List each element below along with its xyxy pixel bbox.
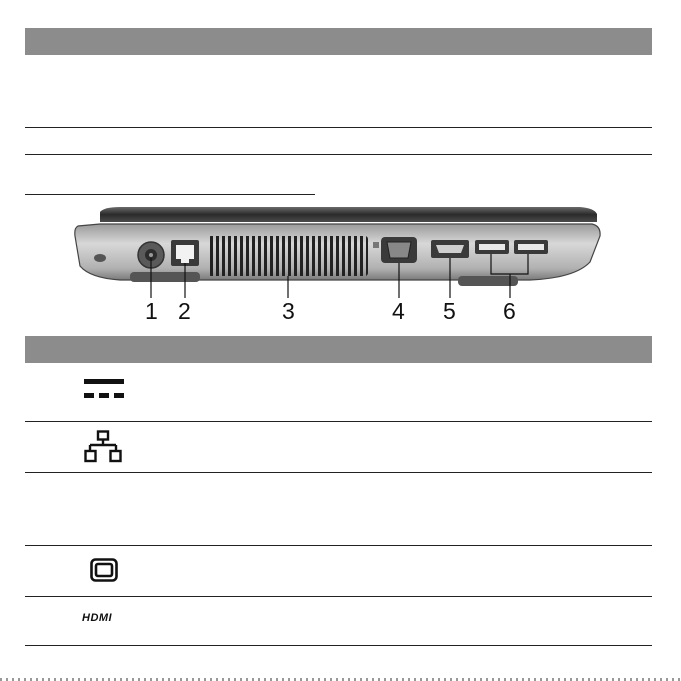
- ports-table-rule: [25, 545, 652, 546]
- callout-number: 4: [392, 298, 405, 324]
- svg-text:HDMI: HDMI: [82, 612, 113, 623]
- display-port-icon: [90, 558, 118, 582]
- top-table-header: [25, 28, 652, 55]
- callout-number: 1: [145, 298, 158, 324]
- ports-table-rule: [25, 472, 652, 473]
- section-heading-underline: [25, 194, 315, 195]
- top-table-rule: [25, 154, 652, 155]
- callout-number: 2: [178, 298, 191, 324]
- callout-number: 3: [282, 298, 295, 324]
- top-table-rule: [25, 127, 652, 128]
- hdmi-icon: [82, 611, 126, 623]
- network-icon: [84, 430, 122, 464]
- laptop-lid: [100, 207, 597, 222]
- ports-table-rule: [25, 421, 652, 422]
- dc-power-icon: [84, 379, 124, 401]
- ports-table-rule: [25, 596, 652, 597]
- callout-number: 6: [503, 298, 516, 324]
- ports-table-rule: [25, 645, 652, 646]
- laptop-side-view-figure: [60, 200, 620, 300]
- callout-number: 5: [443, 298, 456, 324]
- ports-table-header: [25, 336, 652, 363]
